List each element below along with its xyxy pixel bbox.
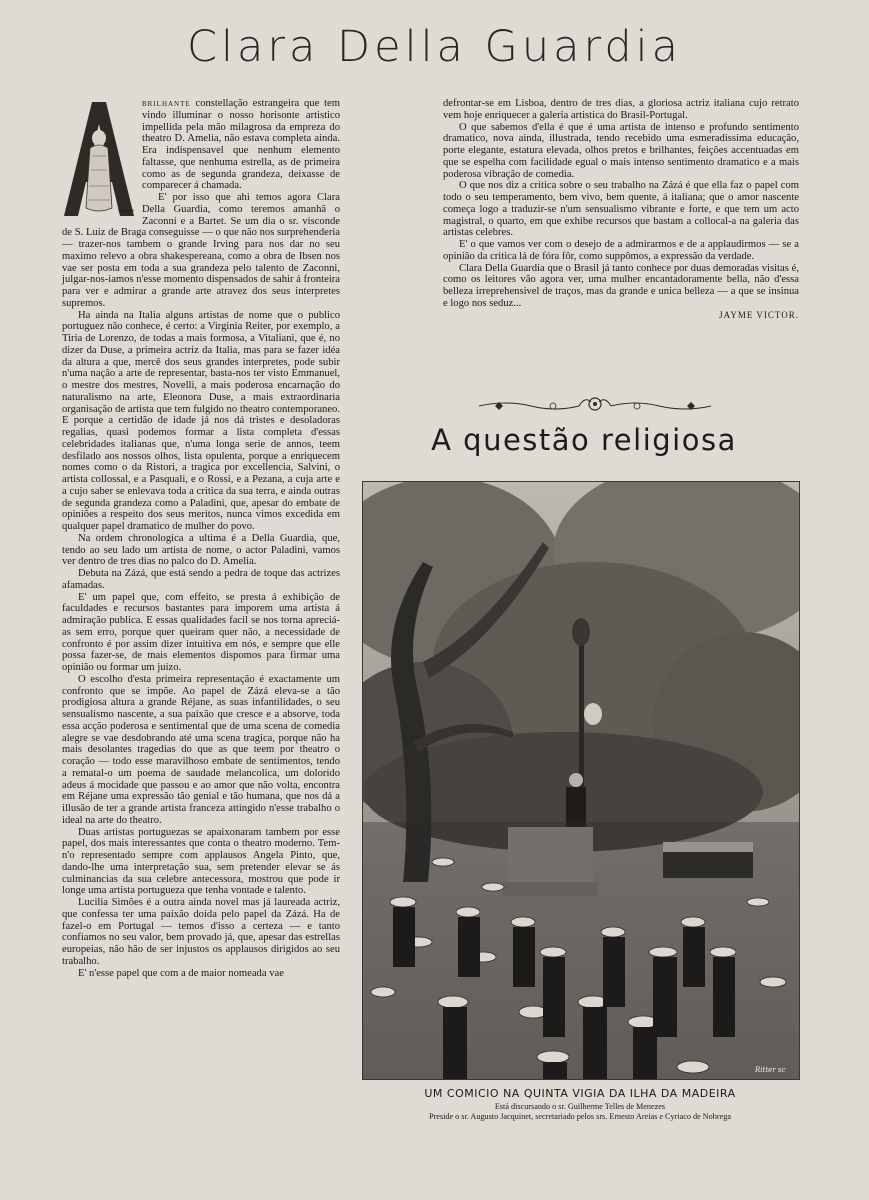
photo-subcaption — [370, 1102, 790, 1122]
photo-caption: UM COMICIO NA QUINTA VIGIA DA ILHA DA MADEIRA — [424, 1087, 736, 1100]
engraver-signature: Ritter sc — [755, 1066, 786, 1074]
article-column-left — [62, 98, 340, 979]
illustrated-dropcap — [62, 98, 136, 220]
first-word: brilhante — [142, 98, 191, 109]
paragraph: E' um papel que, com effeito, se presta á exhibição de faculdades e recursos bastantes para imporem uma artista á admiração publica. E essas qualidades facil se nos torna apreciá-as sem erro, porque quer queiram quer não, a necessidade de confronto é por assim dizer intuitiva em nós, e sempre que elle possa fazer-se, de mais elementos dispomos para firmar uma opinião ou formar um juizo. — [62, 591, 340, 673]
paragraph-text: constellação estrangeira que tem vindo illuminar o nosso horisonte artistico impellida pela mão milagrosa da empreza do theatro D. Amelia, não estava completa ainda. Era indispensavel que nenhum elemento faltasse, que nenhuma estrella, as de primeira como as de segunda grandeza, deixasse de comparecer á chamada. — [142, 98, 340, 192]
paragraph: Lucilia Simões é a outra ainda novel mas já laureada actriz, que confessa ter uma paixão doida pelo papel da Zázá. Ha de fazel-o em Portugal — temos d'isso a certeza — e tanto confiamos no seu valor, bem provado já, que, apesar das estrellas europeias, não hão de ser injustos os applausos dirigidos ao seu trabalho. — [62, 897, 340, 967]
paragraph: E' por isso que ahi temos agora Clara Della Guardia, como teremos amanhã o Zaconni e a Bartet. Se um dia o sr. visconde de S. Luiz de Braga conseguisse — o que não nos surprehenderia — trazer-nos tambem o grande Irving para nos dar no seu maximo relevo a obra shakespereana, como a obra de Ibsen nos vae ser posta em toda a sua grandeza pelo talento de Zaconni, julgar-nos-iamos n'esse momento dispensados de sahir á fronteira para ver e admirar a grande arte atravez dos seus interpretes supremos. — [62, 192, 340, 309]
dropcap-illustration — [62, 98, 136, 220]
author-signature: JAYME VICTOR. — [719, 309, 799, 320]
paragraph: O escolho d'esta primeira representação é exactamente um confronto que se impõe. Ao papel de Zázá eleva-se a tão prodigiosa altura a grande Réjane, as suas infantilidades, o seu sensualismo nascente, a sua paixão que cresce e a absorve, toda essa acção poderosa e sentimental que de uma scena de comedia alegre se vae desdobrando até uma scena tragica, porque não ha mais desolantes tragedias do que as que teem por theatro o coração — todo esse maravilhoso embate de sentimentos, tendo a rematal-o um poema de saudade melancolica, um dolorido adeus á mocidade que passou e ao amor que não volta, encontra em Réjane uma expressão tão genial e tão humana, que nos dá a illusão de ter a grande artista franceza attingido n'esse trabalho o ideal na arte do theatro. — [62, 673, 340, 826]
subcaption-line: Preside o sr. Augusto Jacquinet, secretariado pelos srs. Ernesto Areias e Cyriaco de Nobrega — [429, 1112, 731, 1121]
paragraph: O que nos diz a critica sobre o seu trabalho na Zázá é que ella faz o papel com todo o seu temperamento, bem vivo, bem quente, á italiana; que o amor nascente começa logo a traduzir-se n'um sensualismo vibrante e forte, e que tem um acto magistral, o quarto, em que exhibe recursos que bastam a collocal-a na galeria das artistas celebres. — [443, 180, 799, 239]
paragraph: E' n'esse papel que com a de maior nomeada vae — [78, 967, 284, 979]
photo-illustration — [363, 482, 799, 1079]
rally-photograph — [362, 481, 800, 1080]
paragraph: Na ordem chronologica a ultima é a Della Guardia, que, tendo ao seu lado um artista de nome, o actor Paladini, vamos ver dentro de tres dias no palco do D. Amelia. — [62, 532, 340, 568]
article-column-right — [443, 98, 799, 321]
paragraph: Duas artistas portuguezas se apaixonaram tambem por esse papel, dos mais interessantes que conta o theatro moderno. Tem-n'o representado sempre com applausos Angela Pinto, que, dando-lhe uma interpretação sua, sem pretender elevar se ás culminancias da sua celebre antecessora, mostrou que pode ir longe uma artista portugueza que tenha vontade e talento. — [62, 826, 340, 897]
decorative-divider-ornament — [475, 392, 715, 420]
paragraph: Ha ainda na Italia alguns artistas de nome que o publico portuguez não conhece, é certo: a Virginia Reiter, por exemplo, a Tiria de Lorenzo, de todas a mais formosa, a Vitaliani, que é, no dizer da Duse, a primeira actriz da Italia, mas para se fazer idéa da altura a que, mercê dos seus grandes interpretes, pode subir n'uma nação a arte de representar, basta-nos ter visto Emmanuel, o mestre dos mestres, Novelli, a mais poderosa encarnação do naturalismo na arte, Eleonora Duse, a mais extraordinaria organisação de artista que tem fulgido no theatro contemporaneo. E porque a certidão de idade já nos dá tristes e desoladoras regalias, quasi podemos formar a lista completa d'essas celebridades italianas que, n'uma longa serie de annos, teem desfilado aos nossos olhos, lista opulenta, porque a enriquecem nomes como o da Ristori, a tragica por excellencia, Salvini, o artista collossal, e a Pasquali, e o Rossi, e a Pezana, a cuja arte e a cujo saber se enlevava toda a critica da sua terra, e ainda outras de segunda grandeza como a Paladini, que, apesar do embate de opiniões a respeito dos seus meritos, nunca vimos excedida em qualquer papel dramatico de mulher do povo. — [62, 309, 340, 532]
article-title: Clara Della Guardia — [187, 22, 682, 72]
paragraph: O que sabemos d'ella é que é uma artista de intenso e profundo sentimento dramatico, nova ainda, illustrada, tendo recebido uma esmeradissima educação, porte elegante, estatura elevada, olhos pretos e brilhantes, feições accentuadas em que se espelha com facilidade egual o mais intenso sentimento dramatico e a mais poderosa vibração de comedia. — [443, 121, 799, 180]
paragraph: Clara Della Guardia que o Brasil já tanto conhece por duas demoradas visitas é, como os leitores vão agora ver, uma mulher encantadoramente bella, não d'essa belleza irreprehensivel de traços, mas da grande e unica belleza — a que se insinua e logo nos seduz... — [443, 262, 799, 309]
section-title: A questão religiosa — [431, 423, 737, 457]
subcaption-line: Está discursando o sr. Guilherme Telles de Menezes — [494, 1102, 666, 1111]
paragraph: Debuta na Zázá, que está sendo a pedra de toque das actrizes afamadas. — [62, 568, 340, 591]
paragraph: E' o que vamos ver com o desejo de a admirarmos e de a applaudirmos — se a opinião da critica lá de fóra fôr, como suppômos, a expressão da verdade. — [443, 239, 799, 262]
paragraph: defrontar-se em Lisboa, dentro de tres dias, a gloriosa actriz italiana cujo retrato vem hoje enriquecer a galeria artistica do Brasil-Portugal. — [443, 98, 799, 121]
dropcap-signature: Vasquez — [117, 209, 134, 215]
